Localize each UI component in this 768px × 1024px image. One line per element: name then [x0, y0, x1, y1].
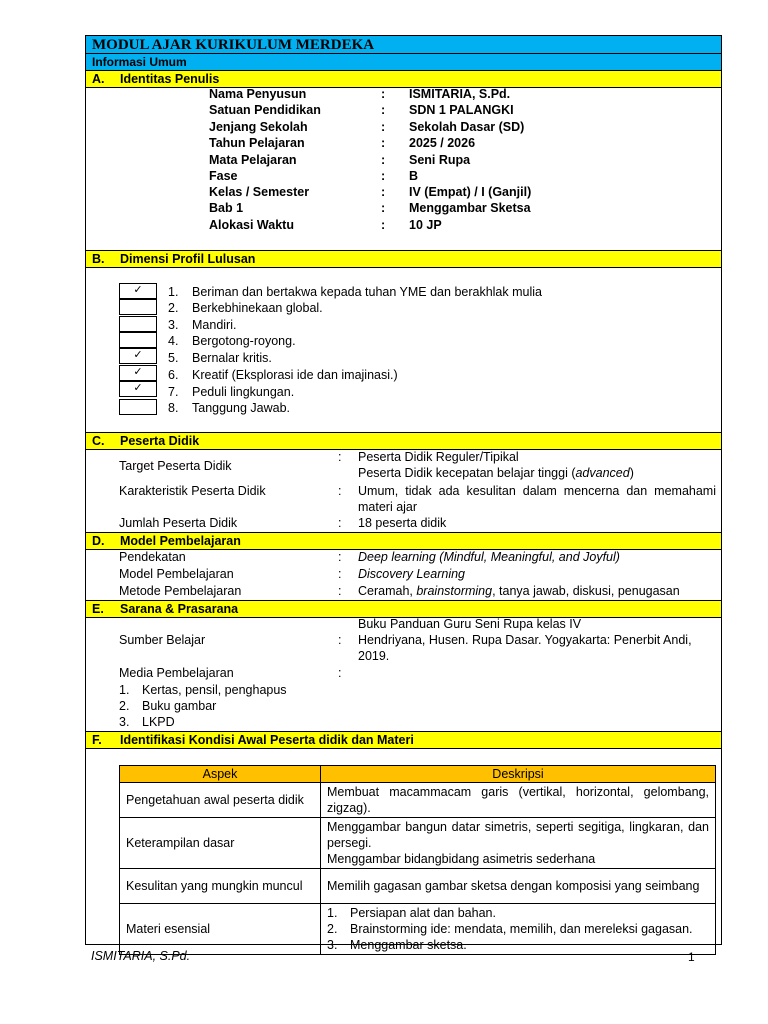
- section-title: Peserta Didik: [120, 434, 200, 448]
- colon: :: [338, 567, 342, 581]
- colon: :: [381, 103, 386, 117]
- section-letter: F.: [92, 733, 102, 747]
- colon: :: [381, 153, 386, 167]
- profil-num: 3.: [168, 318, 179, 332]
- model-value: Discovery Learning: [358, 567, 465, 581]
- info-umum-header: Informasi Umum: [85, 53, 722, 71]
- materi-item: 3. Menggambar sketsa.: [327, 938, 467, 952]
- sumber-value-1: Buku Panduan Guru Seni Rupa kelas IV: [358, 617, 582, 631]
- section-title: Dimensi Profil Lulusan: [120, 252, 256, 266]
- aspek-table: [119, 765, 716, 955]
- section-letter: B.: [92, 252, 105, 266]
- deskripsi-cell: [321, 904, 716, 955]
- section-f-header: [85, 731, 722, 749]
- media-label: Media Pembelajaran: [119, 666, 234, 680]
- deskripsi-cell: [321, 818, 716, 869]
- deskripsi-cell: Memilih gagasan gambar sketsa dengan komposisi yang seimbang: [321, 869, 716, 904]
- table-row: [120, 783, 716, 818]
- aspek-cell: Keterampilan dasar: [120, 818, 321, 869]
- profil-text: Kreatif (Eksplorasi ide dan imajinasi.): [192, 368, 398, 382]
- identitas-label: Mata Pelajaran: [209, 153, 297, 167]
- profil-num: 6.: [168, 368, 179, 382]
- media-num: 1.: [119, 683, 130, 697]
- identitas-label: Satuan Pendidikan: [209, 103, 321, 117]
- colon: :: [381, 87, 386, 101]
- karakter-value: Umum, tidak ada kesulitan dalam mencerna dan memahami materi ajar: [358, 484, 716, 514]
- identitas-label: Jenjang Sekolah: [209, 120, 308, 134]
- identitas-value: B: [409, 169, 419, 183]
- sumber-value-2: Hendriyana, Husen. Rupa Dasar. Yogyakarta: Penerbit Andi, 2019.: [358, 633, 692, 663]
- table-header-row: [120, 766, 716, 783]
- metode-label: Metode Pembelajaran: [119, 584, 242, 598]
- section-title: Identifikasi Kondisi Awal Peserta didik dan Materi: [120, 733, 414, 747]
- karakter-label: Karakteristik Peserta Didik: [119, 484, 266, 498]
- document-title: MODUL AJAR KURIKULUM MERDEKA: [85, 35, 722, 54]
- media-item: LKPD: [142, 715, 175, 729]
- deskripsi-line: Menggambar bangun datar simetris, seperti segitiga, lingkaran, dan persegi.: [327, 820, 709, 850]
- colon: :: [381, 185, 386, 199]
- profil-text: Bernalar kritis.: [192, 351, 272, 365]
- checkbox[interactable]: [119, 332, 157, 348]
- profil-text: Mandiri.: [192, 318, 237, 332]
- colon: :: [338, 550, 342, 564]
- identitas-value: 2025 / 2026: [409, 136, 476, 150]
- media-item: Buku gambar: [142, 699, 217, 713]
- checkbox[interactable]: [119, 381, 157, 397]
- colon: :: [338, 666, 342, 680]
- profil-text: Berkebhinekaan global.: [192, 301, 323, 315]
- identitas-label: Bab 1: [209, 201, 244, 215]
- profil-num: 8.: [168, 401, 179, 415]
- profil-num: 5.: [168, 351, 179, 365]
- colon: :: [338, 450, 342, 464]
- profil-text: Bergotong-royong.: [192, 334, 296, 348]
- profil-text: Peduli lingkungan.: [192, 385, 295, 399]
- profil-num: 7.: [168, 385, 179, 399]
- identitas-label: Fase: [209, 169, 238, 183]
- colon: :: [381, 120, 386, 134]
- metode-value: Ceramah, brainstorming, tanya jawab, diskusi, penugasan: [358, 584, 680, 598]
- column-header: Aspek: [120, 766, 321, 783]
- deskripsi-cell: Membuat macammacam garis (vertikal, horizontal, gelombang, zigzag).: [321, 783, 716, 818]
- check-icon: ✓: [133, 366, 143, 378]
- sumber-label: Sumber Belajar: [119, 633, 206, 647]
- colon: :: [338, 516, 342, 530]
- identitas-value: Seni Rupa: [409, 153, 471, 167]
- target-value-2: Peserta Didik kecepatan belajar tinggi (advanced): [358, 466, 634, 480]
- section-letter: C.: [92, 434, 105, 448]
- identitas-label: Kelas / Semester: [209, 185, 310, 199]
- deskripsi-line: Menggambar bidangbidang asimetris sederhana: [327, 852, 596, 866]
- colon: :: [381, 169, 386, 183]
- aspek-cell: Materi esensial: [120, 904, 321, 955]
- checkbox[interactable]: [119, 283, 157, 299]
- profil-text: Tanggung Jawab.: [192, 401, 290, 415]
- identitas-value: IV (Empat) / I (Ganjil): [409, 185, 532, 199]
- profil-num: 2.: [168, 301, 179, 315]
- pendekatan-value: Deep learning (Mindful, Meaningful, and Joyful): [358, 550, 620, 564]
- section-title: Identitas Penulis: [120, 72, 220, 86]
- profil-text: Beriman dan bertakwa kepada tuhan YME dan berakhlak mulia: [192, 285, 542, 299]
- checkbox[interactable]: [119, 399, 157, 415]
- table-row: [120, 818, 716, 869]
- section-a-header: [85, 70, 722, 88]
- colon: :: [381, 136, 386, 150]
- check-icon: ✓: [133, 284, 143, 296]
- column-header: Deskripsi: [321, 766, 716, 783]
- identitas-value: ISMITARIA, S.Pd.: [409, 87, 511, 101]
- colon: :: [381, 201, 386, 215]
- profil-num: 4.: [168, 334, 179, 348]
- table-row: [120, 869, 716, 904]
- aspek-cell: Pengetahuan awal peserta didik: [120, 783, 321, 818]
- identitas-value: Menggambar Sketsa: [409, 201, 531, 215]
- target-label: Target Peserta Didik: [119, 459, 232, 473]
- check-icon: ✓: [133, 382, 143, 394]
- checkbox[interactable]: [119, 316, 157, 332]
- colon: :: [338, 633, 342, 647]
- jumlah-label: Jumlah Peserta Didik: [119, 516, 238, 530]
- checkbox[interactable]: [119, 299, 157, 315]
- section-title: Model Pembelajaran: [120, 534, 241, 548]
- checkbox[interactable]: [119, 348, 157, 364]
- media-num: 2.: [119, 699, 130, 713]
- identitas-label: Alokasi Waktu: [209, 218, 294, 232]
- identitas-label: Nama Penyusun: [209, 87, 307, 101]
- check-icon: ✓: [133, 349, 143, 361]
- colon: :: [338, 584, 342, 598]
- jumlah-value: 18 peserta didik: [358, 516, 447, 530]
- checkbox[interactable]: [119, 365, 157, 381]
- materi-item: 1. Persiapan alat dan bahan.: [327, 906, 496, 920]
- pendekatan-label: Pendekatan: [119, 550, 186, 564]
- model-label: Model Pembelajaran: [119, 567, 234, 581]
- table-row: [120, 904, 716, 955]
- materi-item: 2. Brainstorming ide: mendata, memilih, dan mereleksi gagasan.: [327, 922, 693, 936]
- media-num: 3.: [119, 715, 130, 729]
- identitas-label: Tahun Pelajaran: [209, 136, 305, 150]
- section-d-header: [85, 532, 722, 550]
- colon: :: [381, 218, 386, 232]
- section-letter: E.: [92, 602, 104, 616]
- target-value-1: Peserta Didik Reguler/Tipikal: [358, 450, 519, 464]
- media-item: Kertas, pensil, penghapus: [142, 683, 287, 697]
- section-title: Sarana & Prasarana: [120, 602, 239, 616]
- section-b-header: [85, 250, 722, 268]
- footer-author: ISMITARIA, S.Pd.: [91, 949, 191, 963]
- aspek-cell: Kesulitan yang mungkin muncul: [120, 869, 321, 904]
- identitas-value: Sekolah Dasar (SD): [409, 120, 525, 134]
- identitas-value: 10 JP: [409, 218, 442, 232]
- section-c-header: [85, 432, 722, 450]
- colon: :: [338, 484, 342, 498]
- section-letter: D.: [92, 534, 105, 548]
- profil-num: 1.: [168, 285, 179, 299]
- identitas-value: SDN 1 PALANGKI: [409, 103, 514, 117]
- page-number: 1: [688, 950, 695, 964]
- section-letter: A.: [92, 72, 105, 86]
